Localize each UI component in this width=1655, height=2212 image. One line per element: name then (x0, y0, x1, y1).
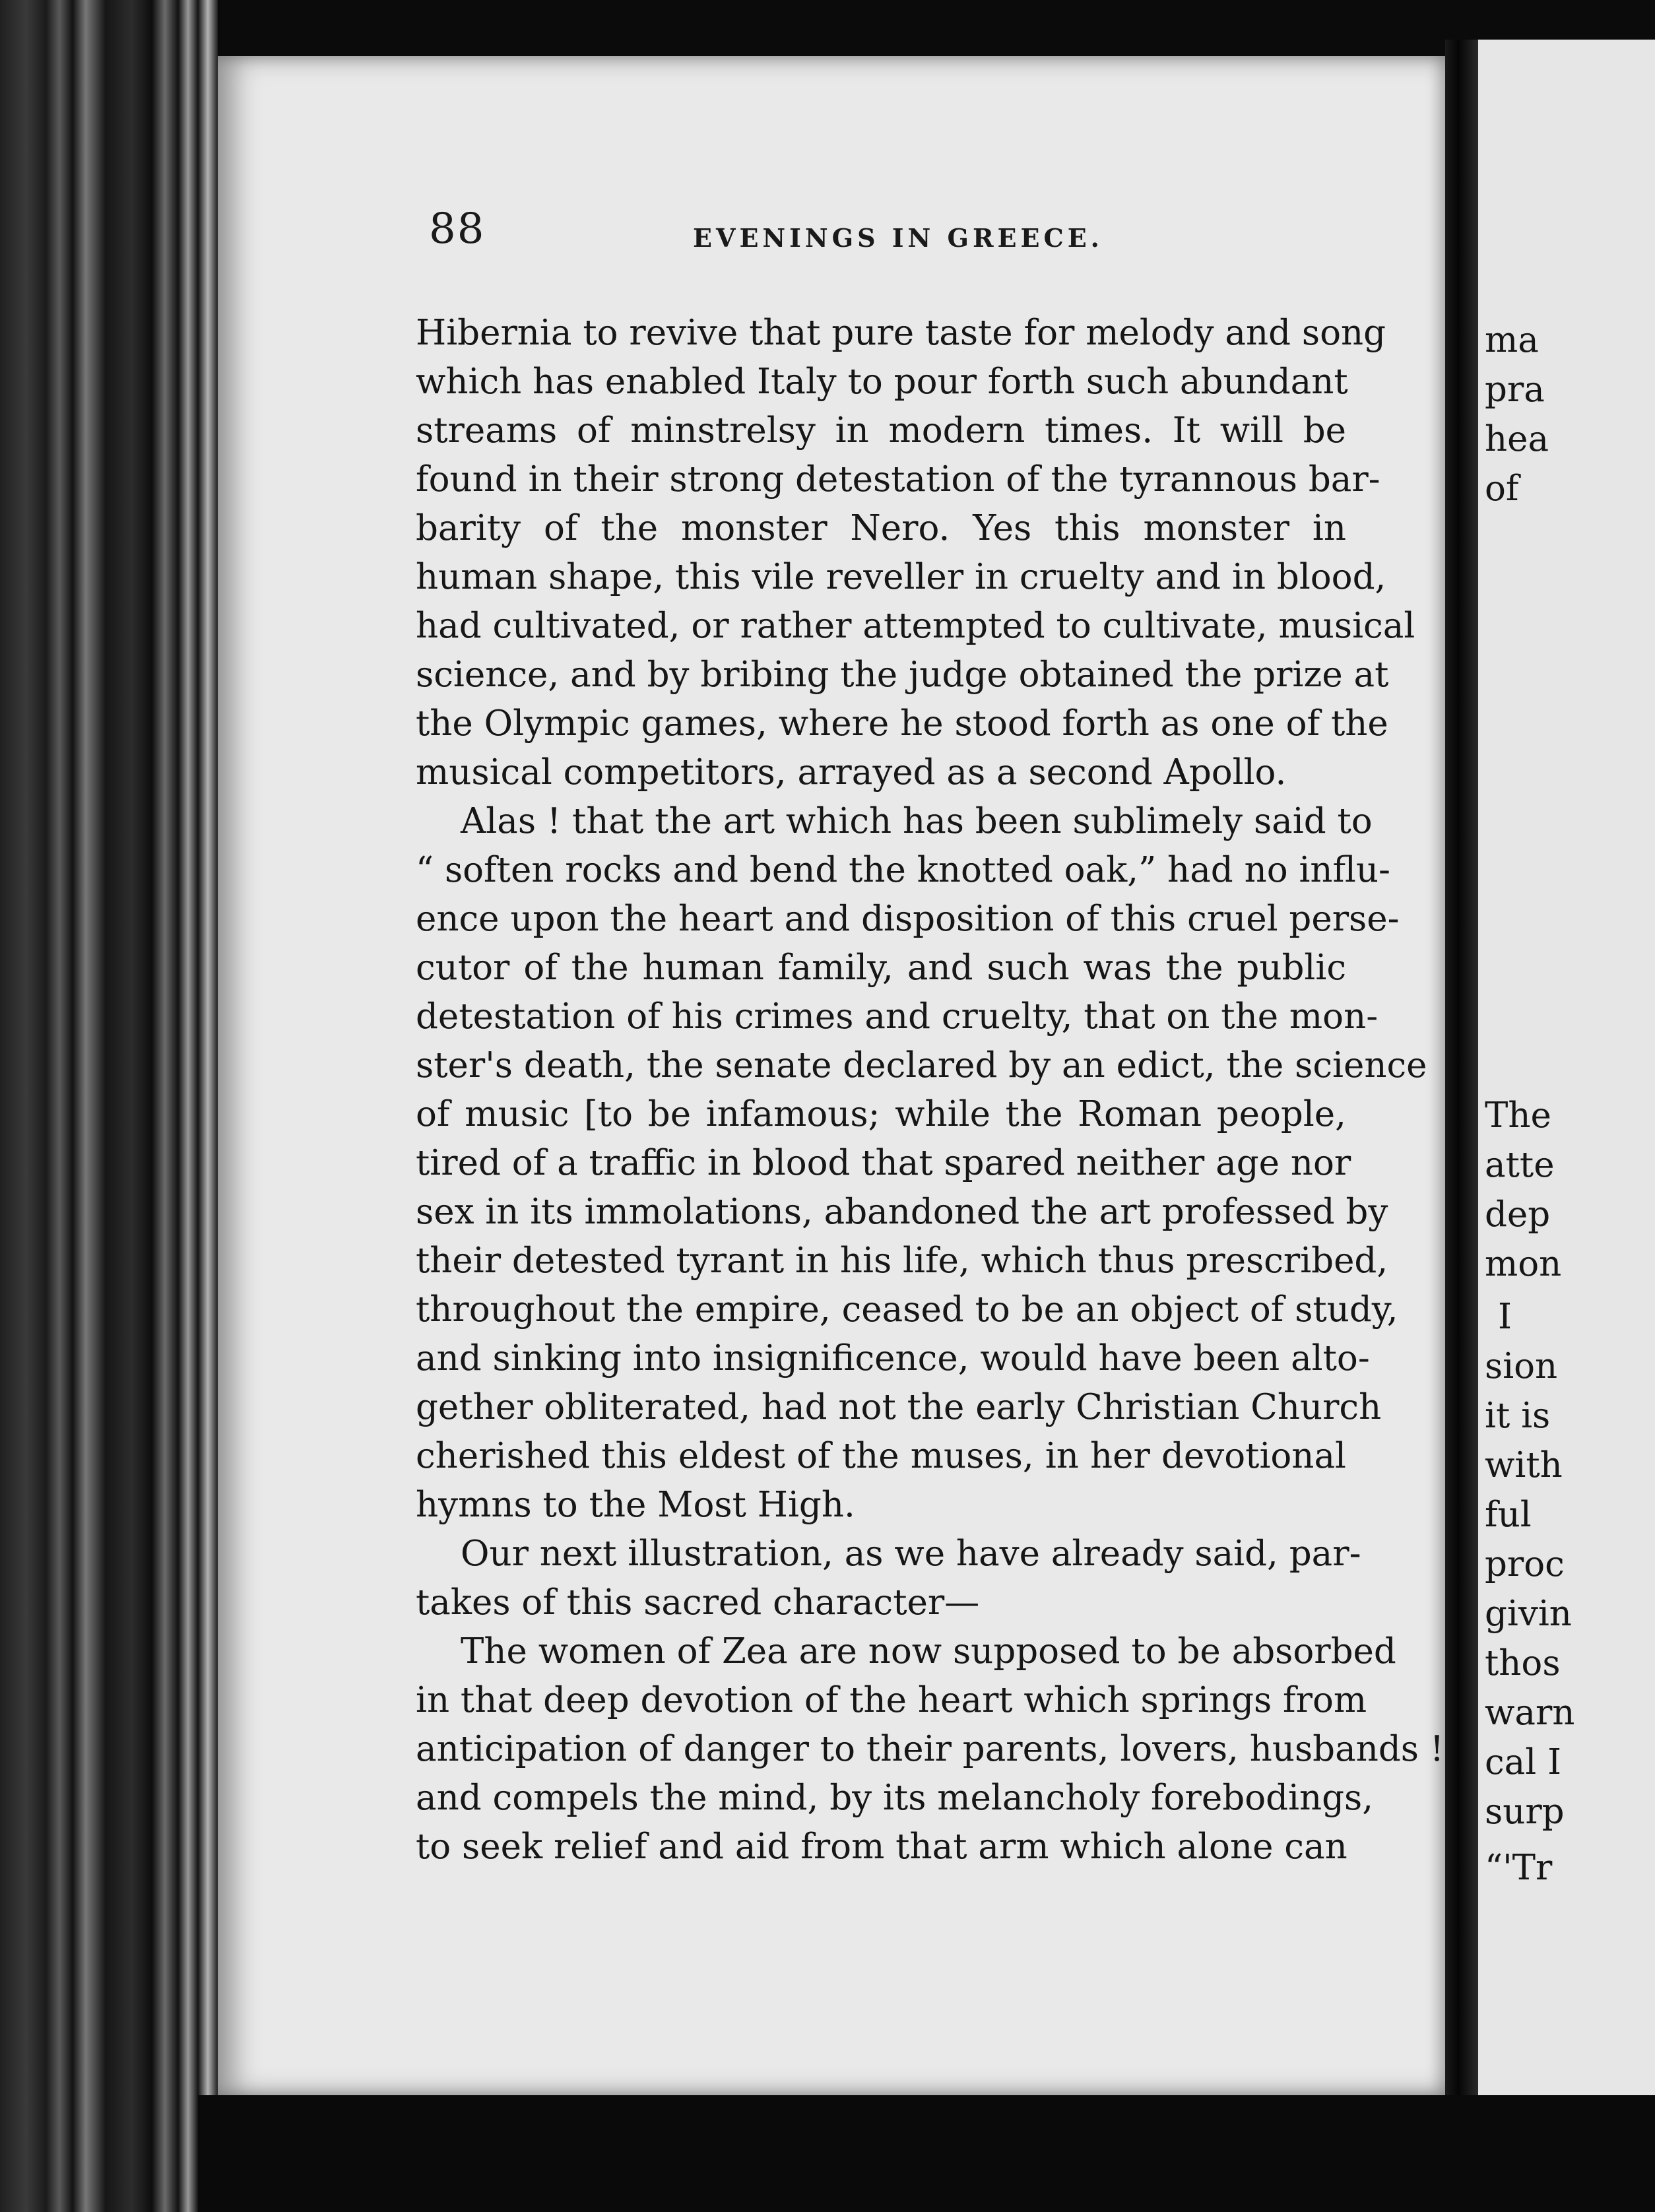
fragment-line: thos (1485, 1643, 1561, 1683)
text-line: throughout the empire, ceased to be an object of study, (416, 1289, 1398, 1330)
text-line: their detested tyrant in his life, which thus prescribed, (416, 1241, 1388, 1281)
page-header (429, 205, 1346, 264)
fragment-line: proc (1485, 1544, 1565, 1584)
text-line: cutor of the human family, and such was the public (416, 948, 1346, 988)
fragment-line: pra (1485, 370, 1545, 410)
text-line: Hibernia to revive that pure taste for melody and song (416, 313, 1386, 353)
fragment-line: warn (1485, 1693, 1575, 1733)
book-gutter (1445, 40, 1478, 2105)
fragment-line: mon (1485, 1244, 1562, 1284)
fragment-line: The (1485, 1095, 1551, 1136)
text-line: and sinking into insignificence, would have been alto- (416, 1338, 1370, 1379)
fragment-line: givin (1485, 1594, 1572, 1634)
text-line: and compels the mind, by its melancholy forebodings, (416, 1778, 1374, 1818)
body-text (416, 309, 1444, 1871)
text-line: detestation of his crimes and cruelty, that on the mon- (416, 996, 1379, 1037)
text-line: human shape, this vile reveller in cruelty and in blood, (416, 557, 1386, 597)
fragment-line: ma (1485, 320, 1539, 360)
text-line: gether obliterated, had not the early Christian Church (416, 1387, 1382, 1427)
text-line: Our next illustration, as we have already said, par- (461, 1534, 1361, 1574)
text-line: tired of a traffic in blood that spared neither age nor (416, 1143, 1351, 1183)
text-line: science, and by bribing the judge obtained the prize at (416, 655, 1389, 695)
fragment-line: atte (1485, 1145, 1555, 1185)
fragment-line: surp (1485, 1792, 1565, 1832)
fragment-line: dep (1485, 1194, 1551, 1235)
text-line: musical competitors, arrayed as a second Apollo. (416, 752, 1287, 793)
fragment-line: with (1485, 1445, 1563, 1485)
fragment-line: hea (1485, 419, 1549, 459)
text-line: sex in its immolations, abandoned the art professed by (416, 1192, 1388, 1232)
book-page-edges (0, 0, 218, 2212)
fragment-line: sion (1485, 1346, 1558, 1386)
text-line: barity of the monster Nero. Yes this monster in (416, 508, 1346, 548)
text-line: which has enabled Italy to pour forth such abundant (416, 362, 1348, 402)
text-line: to seek relief and aid from that arm which alone can (416, 1827, 1347, 1867)
fragment-line: of (1485, 469, 1519, 509)
scan-background (198, 2095, 1655, 2212)
text-line: Alas ! that the art which has been sublimely said to (461, 801, 1373, 841)
text-line: streams of minstrelsy in modern times. It will be (416, 410, 1346, 451)
page-number: 88 (429, 205, 486, 253)
text-line: had cultivated, or rather attempted to cultivate, musical (416, 606, 1415, 646)
text-line: found in their strong detestation of the tyrannous bar- (416, 459, 1380, 500)
text-line: in that deep devotion of the heart which springs from (416, 1680, 1367, 1720)
text-line: cherished this eldest of the muses, in her devotional (416, 1436, 1346, 1476)
text-line: the Olympic games, where he stood forth as one of the (416, 703, 1388, 744)
fragment-line: I (1498, 1297, 1512, 1337)
text-line: “ soften rocks and bend the knotted oak,” had no influ- (416, 850, 1390, 890)
fragment-line: “'Tr (1485, 1848, 1553, 1888)
text-line: ster's death, the senate declared by an edict, the science (416, 1045, 1427, 1086)
text-line: of music [to be infamous; while the Roman people, (416, 1094, 1346, 1134)
text-line: anticipation of danger to their parents, lovers, husbands ! (416, 1729, 1444, 1769)
fragment-line: it is (1485, 1396, 1551, 1436)
text-line: takes of this sacred character— (416, 1582, 980, 1623)
fragment-line: ful (1485, 1495, 1532, 1535)
running-head: EVENINGS IN GREECE. (693, 223, 1103, 253)
text-line: hymns to the Most High. (416, 1485, 855, 1525)
text-line: The women of Zea are now supposed to be absorbed (461, 1631, 1396, 1672)
text-line: ence upon the heart and disposition of this cruel perse- (416, 899, 1400, 939)
fragment-line: cal I (1485, 1742, 1562, 1782)
